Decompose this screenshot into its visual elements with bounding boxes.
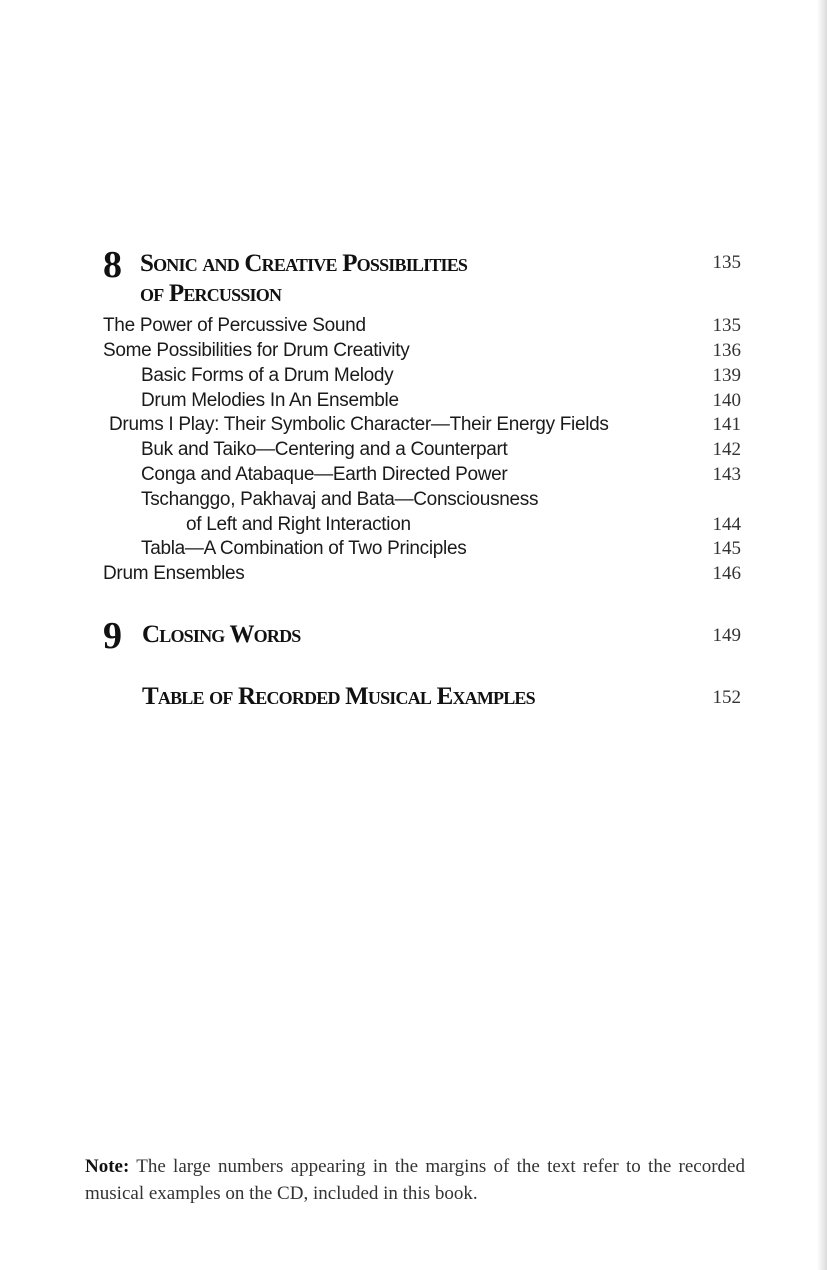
chapter-8-number: 8 xyxy=(103,244,122,286)
toc-subentry-continuation[interactable]: of Left and Right Interaction xyxy=(186,514,411,535)
toc-subentry[interactable]: Tschanggo, Pakhavaj and Bata—Consciousness xyxy=(141,489,539,510)
note-label: Note: xyxy=(85,1156,130,1177)
page-edge-shadow xyxy=(817,0,827,1270)
note-text: The large numbers appearing in the margins of the text refer to the recorded musical examples on the CD, included in this book. xyxy=(85,1156,745,1204)
table-of-examples-page: 152 xyxy=(712,687,741,708)
chapter-9-number: 9 xyxy=(103,615,122,657)
toc-subentry[interactable]: Conga and Atabaque—Earth Directed Power xyxy=(141,464,508,485)
chapter-8-page: 135 xyxy=(712,252,741,273)
chapter-9-title[interactable]: Closing Words xyxy=(142,621,301,648)
toc-subentry[interactable]: Drum Melodies In An Ensemble xyxy=(141,390,399,411)
toc-entry-page: 145 xyxy=(712,538,741,559)
toc-entry[interactable]: Some Possibilities for Drum Creativity xyxy=(103,340,410,361)
chapter-8-title-line1[interactable]: Sonic and Creative Possibilities xyxy=(140,250,468,277)
toc-entry-page: 139 xyxy=(712,365,741,386)
cd-note xyxy=(85,1153,745,1207)
toc-subentry[interactable]: Buk and Taiko—Centering and a Counterpart xyxy=(141,439,508,460)
toc-entry-page: 136 xyxy=(712,340,741,361)
toc-subentry[interactable]: Tabla—A Combination of Two Principles xyxy=(141,538,467,559)
toc-entry[interactable]: Drum Ensembles xyxy=(103,563,245,584)
toc-entry-page: 146 xyxy=(712,563,741,584)
toc-entry-page: 142 xyxy=(712,439,741,460)
toc-entry-page: 144 xyxy=(712,514,741,535)
toc-subentry[interactable]: Basic Forms of a Drum Melody xyxy=(141,365,394,386)
toc-entry-page: 140 xyxy=(712,390,741,411)
chapter-9-page: 149 xyxy=(712,625,741,646)
toc-entry[interactable]: Drums I Play: Their Symbolic Character—Their Energy Fields xyxy=(109,414,609,435)
toc-entry-page: 135 xyxy=(712,315,741,336)
toc-entry-page: 143 xyxy=(712,464,741,485)
toc-entry[interactable]: The Power of Percussive Sound xyxy=(103,315,366,336)
chapter-8-title-line2[interactable]: of Percussion xyxy=(140,280,282,307)
table-of-examples-title[interactable]: Table of Recorded Musical Examples xyxy=(142,683,535,710)
toc-entry-page: 141 xyxy=(712,414,741,435)
